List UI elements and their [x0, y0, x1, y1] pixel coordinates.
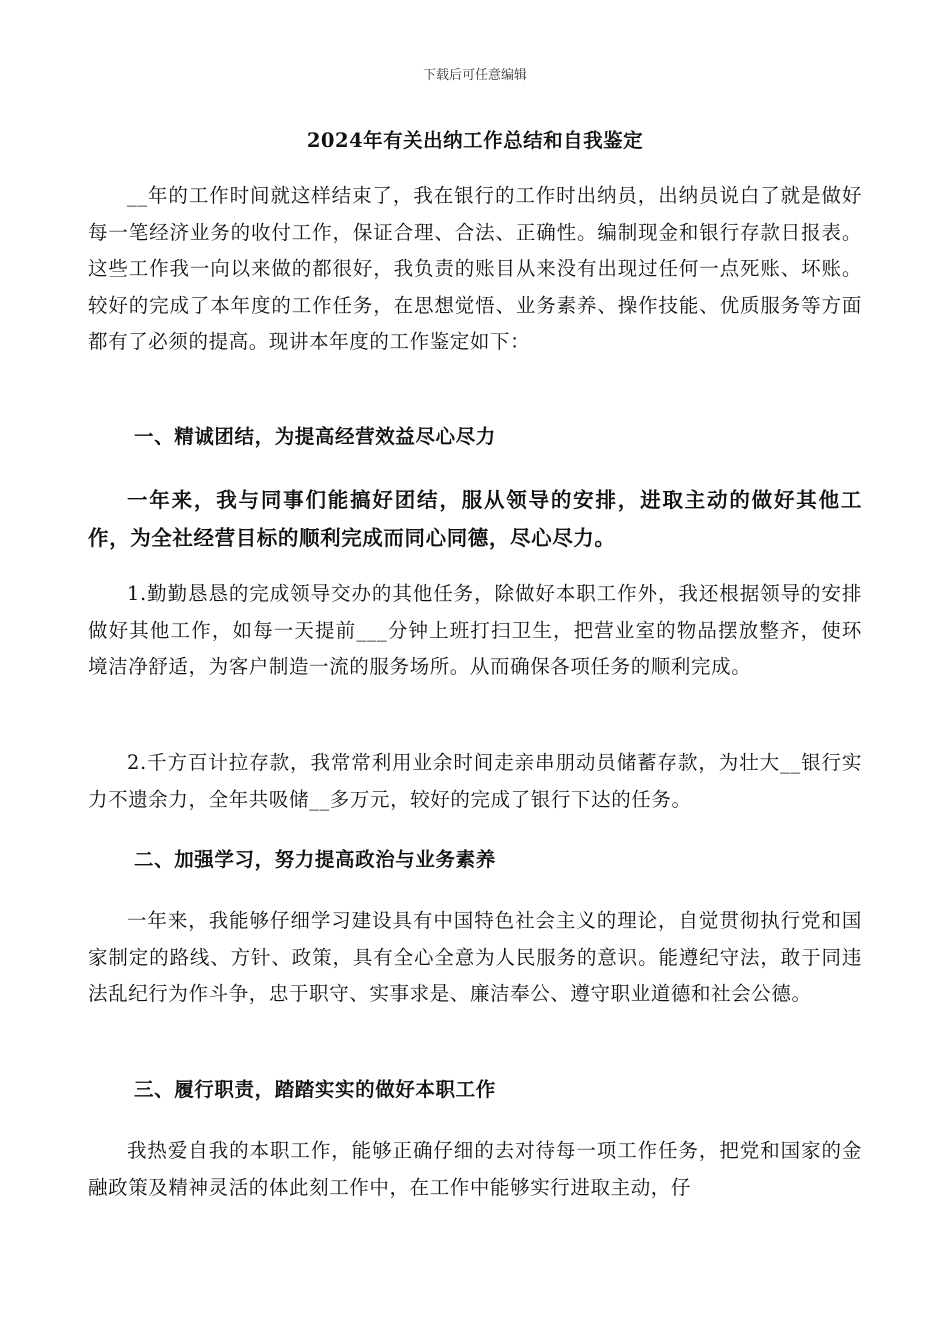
section-3-paragraph: 我热爱自我的本职工作，能够正确仔细的去对待每一项工作任务，把党和国家的金融政策及精神灵活的体此刻工作中，在工作中能够实行进取主动，仔 — [88, 1139, 862, 1199]
section-1-lead-paragraph: 一年来，我与同事们能搞好团结，服从领导的安排，进取主动的做好其他工作，为全社经营目标的顺利完成而同心同德，尽心尽力。 — [88, 488, 862, 550]
section-heading-2: 二、加强学习，努力提高政治与业务素养 — [134, 848, 496, 871]
section-2-paragraph: 一年来，我能够仔细学习建设具有中国特色社会主义的理论，自觉贯彻执行党和国家制定的路线、方针、政策，具有全心全意为人民服务的意识。能遵纪守法，敢于同违法乱纪行为作斗争，忠于职守、实事求是、廉洁奉公、遵守职业道德和社会公德。 — [88, 909, 862, 1005]
section-1-item-1: 1.勤勤恳恳的完成领导交办的其他任务，除做好本职工作外，我还根据领导的安排做好其他工作，如每一天提前___分钟上班打扫卫生，把营业室的物品摆放整齐，使环境洁净舒适，为客户制造一流的服务场所。从而确保各项任务的顺利完成。 — [88, 582, 862, 678]
section-heading-3: 三、履行职责，踏踏实实的做好本职工作 — [134, 1078, 496, 1101]
intro-paragraph: __年的工作时间就这样结束了，我在银行的工作时出纳员，出纳员说白了就是做好每一笔经济业务的收付工作，保证合理、合法、正确性。编制现金和银行存款日报表。这些工作我一向以来做的都很好，我负责的账目从来没有出现过任何一点死账、坏账。较好的完成了本年度的工作任务，在思想觉悟、业务素养、操作技能、优质服务等方面都有了必须的提高。现讲本年度的工作鉴定如下： — [88, 184, 862, 353]
document-title: 2024年有关出纳工作总结和自我鉴定 — [306, 129, 644, 152]
section-heading-1: 一、精诚团结，为提高经营效益尽心尽力 — [134, 425, 496, 448]
header-note: 下载后可任意编辑 — [422, 68, 527, 83]
section-1-item-2: 2.千方百计拉存款，我常常利用业余时间走亲串朋动员储蓄存款，为壮大__银行实力不遗余力，全年共吸储__多万元，较好的完成了银行下达的任务。 — [88, 751, 862, 811]
